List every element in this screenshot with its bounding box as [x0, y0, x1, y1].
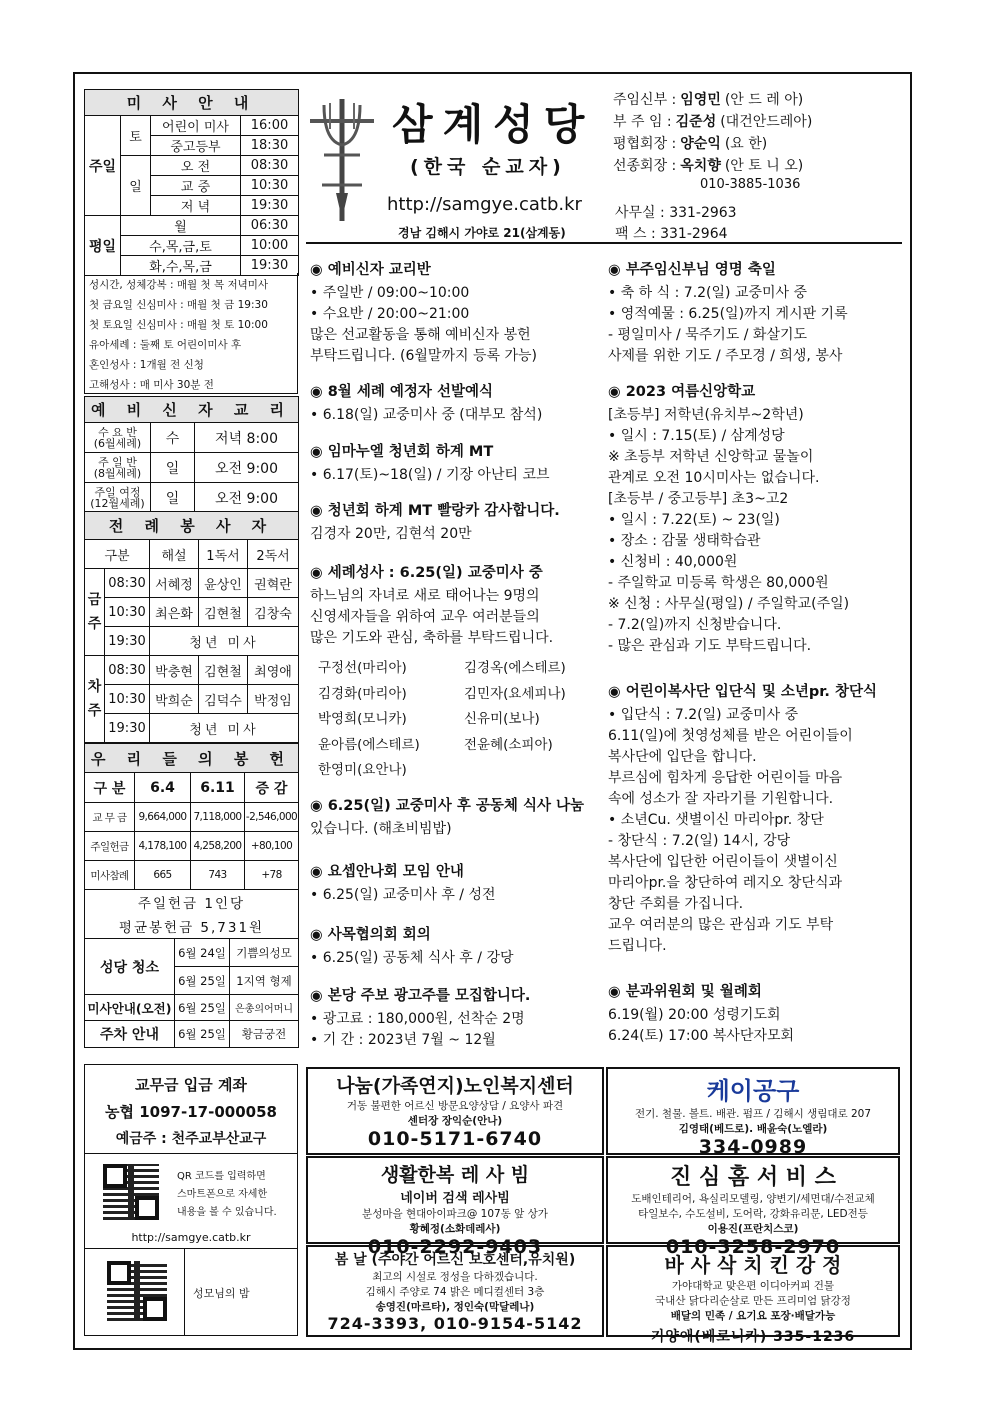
staff-row [613, 111, 812, 133]
notice-line: 김경자 20만, 김현석 20만 [310, 526, 472, 542]
staff-baptism: (대건안드레아) [720, 114, 813, 130]
table-cell: 해설 [150, 540, 199, 569]
notice-line: 속에 성소가 잘 자라기를 기원합니다. [608, 791, 834, 807]
qr-text-line: 내용을 볼 수 있습니다. [177, 1207, 277, 1218]
table-cell: 6월 25일 [175, 1021, 230, 1048]
staff-row [613, 155, 812, 177]
table-cell: 2독서 [248, 540, 299, 569]
notice-line: 창단 주회를 가집니다. [608, 896, 744, 912]
baptized-name: 박영희(모니카) [318, 711, 407, 727]
staff-baptism: (요 한) [724, 136, 768, 152]
notice-heading: ◉ 청년회 하계 MT 빨랑카 감사합니다. [310, 503, 560, 519]
ad-l1: 도배인테리어, 욕실리모델링, 양변기/세면대/수전교체 [631, 1193, 875, 1205]
table-cell: 화,수,목,금 [121, 256, 241, 276]
servers-title: 전 례 봉 사 자 [85, 512, 299, 540]
staff-row [613, 89, 812, 111]
table-cell: 박희순 [150, 685, 199, 714]
notice-line: - 평일미사 / 묵주기도 / 화살기도 [608, 327, 808, 343]
notice-heading: ◉ 8월 세례 예정자 선발예식 [310, 384, 494, 400]
table-row [85, 483, 299, 513]
table-cell: 평균봉헌금 5,731원 [85, 914, 299, 939]
table-cell: 성당 청소 [85, 939, 175, 995]
catechumen-class-name: 주 일 반 [98, 455, 137, 469]
notice-line: ※ 초등부 저학년 신앙학교 물놀이 [608, 449, 814, 465]
notice-line: - 많은 관심과 기도 부탁드립니다. [608, 638, 812, 654]
notice-line: • 6.25(일) 공동체 식사 후 / 강당 [310, 950, 514, 966]
table-cell: 박충현 [150, 656, 199, 685]
baptized-name: 김경화(마리아) [318, 685, 407, 702]
notice-line: [초등부 / 중고등부] 초3~고2 [608, 491, 789, 507]
ad-l1: 최고의 시설로 정성을 다하겠습니다. [372, 1271, 538, 1283]
notice-heading: ◉ 본당 주보 광고주를 모집합니다. [310, 988, 531, 1004]
notice-line: 하느님의 자녀로 새로 태어나는 9명의 [310, 588, 540, 604]
staff-baptism: (안 드 레 아) [724, 92, 804, 108]
notice-line: • 수요반 / 20:00~21:00 [310, 306, 470, 322]
notice-line: 부르심에 힘차게 응답한 어린이들 마음 [608, 770, 843, 786]
table-cell: 665 [135, 861, 191, 890]
ad-title: 봄 날 (주야간 어르신 보호센터,유치원) [334, 1252, 576, 1268]
baptized-list [318, 656, 608, 784]
notice-line: • 신청비 : 40,000원 [608, 554, 738, 570]
notice-heading: ◉ 부주임신부님 영명 축일 [608, 262, 776, 278]
notice-line: 교우 여러분의 많은 관심과 기도 부탁 [608, 917, 834, 933]
account-box [84, 1064, 298, 1154]
qr-box-2 [84, 1249, 298, 1336]
table-cell: 7,118,000 [191, 803, 245, 832]
notice-heading: ◉ 2023 여름신앙학교 [608, 384, 756, 400]
table-cell: 08:30 [241, 156, 299, 176]
church-title: 삼계성당 [392, 100, 595, 149]
table-cell: 어린이 미사 [151, 116, 241, 136]
table-cell: 06:30 [241, 216, 299, 236]
table-cell: 10:30 [241, 176, 299, 196]
table-cell: 수,목,금,토 [121, 236, 241, 256]
table-row [85, 569, 299, 598]
servers-table [84, 511, 299, 743]
table-cell: 19:30 [105, 627, 150, 656]
ad-l3: 송영진(마르타), 정인숙(막달레나) [375, 1301, 535, 1313]
notice-section [310, 501, 602, 545]
table-cell: 10:30 [105, 685, 150, 714]
table-cell: 743 [191, 861, 245, 890]
ad-title: 나눔(가족연지)노인복지센터 [336, 1075, 574, 1097]
catechumen-class [85, 423, 151, 453]
ad-l2: 타일보수, 수도설비, 도어락, 강화유리문, LED전등 [638, 1208, 868, 1220]
table-cell: 주일헌금 1인당 [85, 890, 299, 914]
staff-baptism: (안 토 니 오) [724, 158, 804, 174]
table-cell: 권혁란 [248, 569, 299, 598]
ad-l1: 거동 불편한 어르신 방문요양상담 / 요양사 파견 [346, 1100, 564, 1112]
table-cell: 08:30 [105, 569, 150, 598]
ad-l2: 센터장 장익순(안나) [407, 1115, 503, 1127]
ad-title: 진 심 홈 서 비 스 [670, 1165, 836, 1190]
table-row [85, 714, 299, 743]
baptized-name: 한영미(요안나) [318, 762, 407, 778]
notice-heading: ◉ 어린이복사단 입단식 및 소년pr. 창단식 [608, 684, 877, 700]
table-row [85, 627, 299, 656]
table-cell: 박정임 [248, 685, 299, 714]
table-cell: 4,258,200 [191, 832, 245, 861]
ad-box[interactable] [306, 1156, 604, 1258]
notice-line: • 일시 : 7.22(토) ~ 23(일) [608, 512, 780, 528]
ad-l3: 황혜정(소화데레사) [409, 1223, 501, 1235]
table-cell: 서혜정 [150, 569, 199, 598]
office-phone: 사무실 : 331-2963 [615, 205, 737, 221]
notice-section [608, 260, 900, 367]
offering-title: 우 리 들 의 봉 헌 [85, 744, 299, 773]
table-cell: 9,664,000 [135, 803, 191, 832]
ad-l3: 배달의 민족 / 요기요 포장·배달가능 [670, 1310, 836, 1322]
mass-title: 미 사 안 내 [85, 90, 299, 116]
table-row [85, 685, 299, 714]
catechumen-class [85, 483, 151, 513]
table-cell: 오전 9:00 [195, 453, 299, 483]
table-row [85, 803, 299, 832]
table-cell: 김현철 [199, 598, 248, 627]
table-cell: 10:30 [105, 598, 150, 627]
ad-l1: 네이버 검색 레사빔 [400, 1191, 510, 1206]
notice-line: 복사단에 입단을 합니다. [608, 749, 757, 765]
baptized-name: 김경옥(에스테르) [464, 660, 566, 676]
mass-group-label: 주일 [85, 116, 121, 216]
catechumen-table [84, 396, 299, 513]
table-cell: 6.11 [191, 773, 245, 803]
header-divider [306, 242, 902, 244]
ad-title: 케이공구 [706, 1077, 800, 1105]
notice-section [310, 986, 602, 1051]
catechumen-class-name: 주일 여정 [94, 485, 141, 499]
notice-heading: ◉ 분과위원회 및 월례회 [608, 984, 762, 1000]
cleaning-table [84, 938, 299, 1048]
notice-line: 6.19(월) 20:00 성령기도회 [608, 1007, 781, 1023]
church-subtitle: (한국 순교자) [410, 156, 566, 178]
notice-section [608, 982, 900, 1047]
notice-section [310, 925, 602, 969]
offering-table [84, 743, 299, 939]
table-cell: 교 중 [151, 176, 241, 196]
table-cell: 은총의어머니 [230, 995, 299, 1021]
table-cell: 김창숙 [248, 598, 299, 627]
table-row [85, 656, 299, 685]
ad-l1: 가야대학교 맞은편 이디아커피 건물 [671, 1280, 835, 1292]
ad-box[interactable] [306, 1067, 604, 1155]
table-cell: 19:30 [105, 714, 150, 743]
notice-line: 마리아pr.을 창단하여 레지오 창단식과 [608, 875, 843, 891]
church-address: 경남 김해시 가야로 21(삼계동) [398, 226, 566, 240]
table-row [85, 861, 299, 890]
ad-phone: 기양애(베로니카) 335-1236 [650, 1329, 856, 1345]
baptized-name: 윤아름(에스테르) [318, 736, 420, 753]
staff-phone: 010-3885-1036 [700, 177, 801, 192]
servers-group-label: 금주 [85, 569, 105, 656]
table-cell: 미사참례 [85, 861, 135, 890]
staff-role: 주임신부 : [613, 92, 677, 108]
table-cell: 일 [151, 453, 195, 483]
table-row [85, 540, 299, 569]
staff-name: 임영민 [680, 92, 721, 108]
staff-list [613, 89, 812, 177]
table-cell: 10:00 [241, 236, 299, 256]
table-cell: 일 [151, 483, 195, 513]
notice-line: [초등부] 저학년(유치부~2학년) [608, 407, 804, 423]
table-cell: 청년 미사 [150, 627, 299, 656]
ad-box[interactable] [606, 1067, 900, 1158]
table-cell: 1독서 [199, 540, 248, 569]
ad-l2: 분성마을 현대아이파크@ 107동 앞 상가 [362, 1208, 548, 1220]
table-cell: -2,546,000 [245, 803, 299, 832]
table-cell: 저녁 8:00 [195, 423, 299, 453]
ad-box[interactable] [306, 1245, 604, 1337]
notice-line: 있습니다. (해초비빔밥) [310, 821, 452, 837]
table-cell: 월 [121, 216, 241, 236]
table-cell: 중고등부 [151, 136, 241, 156]
ad-box[interactable] [606, 1245, 900, 1345]
notice-line: • 영적예물 : 6.25(일)까지 게시판 기록 [608, 306, 848, 322]
ad-phone: 010-5171-6740 [367, 1128, 543, 1150]
table-cell: 최은화 [150, 598, 199, 627]
table-cell: 오전 9:00 [195, 483, 299, 513]
notice-heading: ◉ 6.25(일) 교중미사 후 공동체 식사 나눔 [310, 798, 585, 814]
ad-title: 생활한복 레 사 빔 [380, 1164, 530, 1186]
ad-phone: 010-3258-2970 [665, 1236, 841, 1258]
table-cell: 4,178,100 [135, 832, 191, 861]
notice-line: • 광고료 : 180,000원, 선착순 2명 [310, 1011, 525, 1027]
qr-code-icon[interactable] [103, 1164, 159, 1220]
mass-group-label: 평일 [85, 216, 121, 276]
notice-line: • 축 하 식 : 7.2(일) 교중미사 중 [608, 285, 808, 301]
staff-role: 평협회장 : [613, 136, 677, 152]
catechumen-class [85, 453, 151, 483]
notice-line: 관계로 오전 10시미사는 없습니다. [608, 470, 820, 486]
notice-line: • 일시 : 7.15(토) / 삼계성당 [608, 428, 785, 444]
notice-section [608, 682, 900, 957]
notice-line: • 6.18(일) 교중미사 중 (대부모 참석) [310, 407, 543, 423]
notice-line: 6.24(토) 17:00 복사단자모회 [608, 1028, 795, 1044]
table-cell: 윤상인 [199, 569, 248, 598]
catechumen-title: 예 비 신 자 교 리 [85, 397, 299, 423]
ad-title: 바 사 삭 치 킨 강 정 [664, 1253, 842, 1277]
baptized-name: 신유미(보나) [464, 711, 540, 727]
notice-line: 6.11(일)에 첫영성체를 받은 어린이들이 [608, 728, 853, 744]
staff-role: 선종회장 : [613, 158, 677, 174]
account-title: 교무금 입금 계좌 [135, 1076, 247, 1094]
mass-notes [84, 273, 298, 394]
table-cell: 6월 25일 [175, 995, 230, 1021]
mass-note: 첫 토요일 신심미사 : 매월 첫 토 10:00 [89, 319, 268, 331]
notice-line: 많은 기도와 관심, 축하를 부탁드립니다. [310, 630, 554, 646]
notice-section [310, 563, 602, 649]
notice-heading: ◉ 임마누엘 청년회 하계 MT [310, 444, 494, 460]
table-row [85, 914, 299, 939]
notice-line: • 주일반 / 09:00~10:00 [310, 285, 470, 301]
table-cell: 황금궁전 [230, 1021, 299, 1048]
catechumen-class-note: (12월세례) [90, 496, 145, 510]
account-holder: 예금주 : 천주교부산교구 [115, 1131, 267, 1147]
mass-note: 성시간, 성체강복 : 매월 첫 목 저녁미사 [89, 279, 269, 291]
notice-line: 복사단에 입단한 어린이들이 샛별이신 [608, 854, 838, 870]
notice-line: • 장소 : 감물 생태학습관 [608, 533, 761, 549]
table-cell: 주일헌금 [85, 832, 135, 861]
notice-section [310, 382, 602, 426]
table-cell: 오 전 [151, 156, 241, 176]
qr-text-line: QR 코드를 입력하면 [177, 1171, 266, 1182]
table-cell: 주차 안내 [85, 1021, 175, 1048]
table-cell: 19:30 [241, 256, 299, 276]
qr2-caption: 성모님의 밤 [193, 1287, 250, 1300]
table-cell: 청년 미사 [150, 714, 299, 743]
staff-row [613, 133, 812, 155]
servers-group-label: 차주 [85, 656, 105, 743]
notice-line: ※ 신청 : 사무실(평일) / 주일학교(주일) [608, 596, 850, 612]
ad-phone: 334-0989 [698, 1136, 808, 1158]
table-row [85, 773, 299, 803]
notice-line: - 주일학교 미등록 학생은 80,000원 [608, 575, 829, 591]
staff-role: 부 주 임 : [613, 114, 672, 130]
table-cell: 구분 [85, 540, 150, 569]
table-cell: 기쁨의성모 [230, 939, 299, 967]
notice-line: 사제를 위한 기도 / 주모경 / 희생, 봉사 [608, 348, 843, 364]
table-cell: 6.4 [135, 773, 191, 803]
notice-section [608, 382, 900, 657]
table-cell: 증 감 [245, 773, 299, 803]
ad-l1: 전기. 철물. 볼트. 배관. 펌프 / 김해시 생림대로 207 [634, 1108, 872, 1120]
qr-text-line: 스마트폰으로 자세한 [177, 1189, 268, 1200]
notice-line: - 7.2(일)까지 신청받습니다. [608, 617, 782, 633]
catechumen-class-note: (8월세례) [93, 466, 142, 480]
notice-section [310, 260, 602, 367]
table-cell: 1지역 형제 [230, 967, 299, 995]
ad-l2: 국내산 닭다리순살로 만든 프리미엄 닭강정 [655, 1295, 851, 1307]
baptized-name: 김민자(요세피나) [464, 685, 566, 702]
table-row [85, 832, 299, 861]
table-cell: 토 [121, 116, 151, 156]
notice-line: • 6.17(토)~18(일) / 기장 아난티 코브 [310, 467, 550, 483]
catechumen-class-name: 수 요 반 [98, 425, 137, 439]
table-cell: 6월 24일 [175, 939, 230, 967]
baptized-name: 구정선(마리아) [318, 660, 407, 676]
church-url[interactable]: http://samgye.catb.kr [387, 194, 582, 215]
fax: 팩 스 : 331-2964 [615, 226, 728, 242]
table-cell: 김현철 [199, 656, 248, 685]
table-row [85, 598, 299, 627]
ad-box[interactable] [606, 1156, 900, 1258]
table-cell: 저 녁 [151, 196, 241, 216]
ad-l2: 김영태(베드로). 배윤숙(노엘라) [678, 1123, 828, 1135]
table-cell: +78 [245, 861, 299, 890]
notice-section [310, 442, 602, 486]
mass-note: 첫 금요일 신심미사 : 매월 첫 금 19:30 [89, 299, 268, 311]
mass-schedule-table [84, 89, 299, 276]
staff-name: 김준성 [675, 114, 717, 130]
table-cell: 16:00 [241, 116, 299, 136]
table-cell: 교 무 금 [85, 803, 135, 832]
notice-line: • 입단식 : 7.2(일) 교중미사 중 [608, 707, 799, 723]
notice-heading: ◉ 예비신자 교리반 [310, 262, 431, 278]
notice-line: - 창단식 : 7.2(일) 14시, 강당 [608, 833, 791, 849]
notice-heading: ◉ 요셉안나회 모임 안내 [310, 864, 464, 880]
ad-l3: 이용진(프란치스코) [707, 1223, 799, 1235]
qr-text [177, 1168, 277, 1222]
notice-line: 부탁드립니다. (6월말까지 등록 가능) [310, 348, 537, 364]
table-cell: 김덕수 [199, 685, 248, 714]
notice-section [310, 862, 602, 906]
staff-name: 양순익 [680, 136, 721, 152]
notice-line: 드립니다. [608, 938, 667, 954]
table-row [85, 116, 299, 136]
qr-code-icon[interactable] [107, 1261, 167, 1321]
table-cell: +80,100 [245, 832, 299, 861]
mass-note: 고해성사 : 매 미사 30분 전 [89, 379, 214, 391]
notice-heading: ◉ 사목협의회 회의 [310, 927, 431, 943]
notice-line: • 소년Cu. 샛별이신 마리아pr. 창단 [608, 812, 824, 828]
notice-line: 신영세자들을 위하여 교우 여러분들의 [310, 609, 540, 625]
table-row [85, 453, 299, 483]
notice-line: • 기 간 : 2023년 7월 ~ 12월 [310, 1032, 496, 1048]
catechumen-class-note: (6월세례) [93, 436, 142, 450]
staff-name: 옥치향 [680, 158, 721, 174]
ad-phone: 010-2292-9403 [367, 1236, 543, 1258]
table-row [85, 995, 299, 1021]
notice-section [310, 796, 602, 840]
cross-sword-logo-icon [306, 93, 378, 227]
qr-url[interactable]: http://samgye.catb.kr [131, 1231, 251, 1244]
table-row [85, 216, 299, 236]
table-row [85, 423, 299, 453]
baptized-name: 전윤혜(소피아) [464, 736, 553, 753]
notice-line: • 6.25(일) 교중미사 후 / 성전 [310, 887, 496, 903]
qr-box-1 [84, 1154, 298, 1249]
table-row [85, 890, 299, 914]
table-cell: 19:30 [241, 196, 299, 216]
table-cell: 수 [151, 423, 195, 453]
ad-phone: 724-3393, 010-9154-5142 [327, 1314, 583, 1333]
ad-l2: 김해시 주양로 74 밝은 메디컬센터 3층 [365, 1286, 545, 1298]
account-number: 농협 1097-17-000058 [105, 1103, 277, 1121]
table-cell: 최영애 [248, 656, 299, 685]
notice-line: 많은 선교활동을 통해 예비신자 봉헌 [310, 327, 531, 343]
mass-note: 유아세례 : 둘째 토 어린이미사 후 [89, 339, 242, 351]
table-cell: 18:30 [241, 136, 299, 156]
table-cell: 일 [121, 156, 151, 216]
table-cell: 구 분 [85, 773, 135, 803]
mass-note: 혼인성사 : 1개월 전 신청 [89, 359, 204, 371]
table-cell: 6월 25일 [175, 967, 230, 995]
table-cell: 08:30 [105, 656, 150, 685]
table-row [85, 1021, 299, 1048]
table-cell: 미사안내(오전) [85, 995, 175, 1021]
table-row [85, 939, 299, 967]
notice-heading: ◉ 세례성사 : 6.25(일) 교중미사 중 [310, 565, 543, 581]
